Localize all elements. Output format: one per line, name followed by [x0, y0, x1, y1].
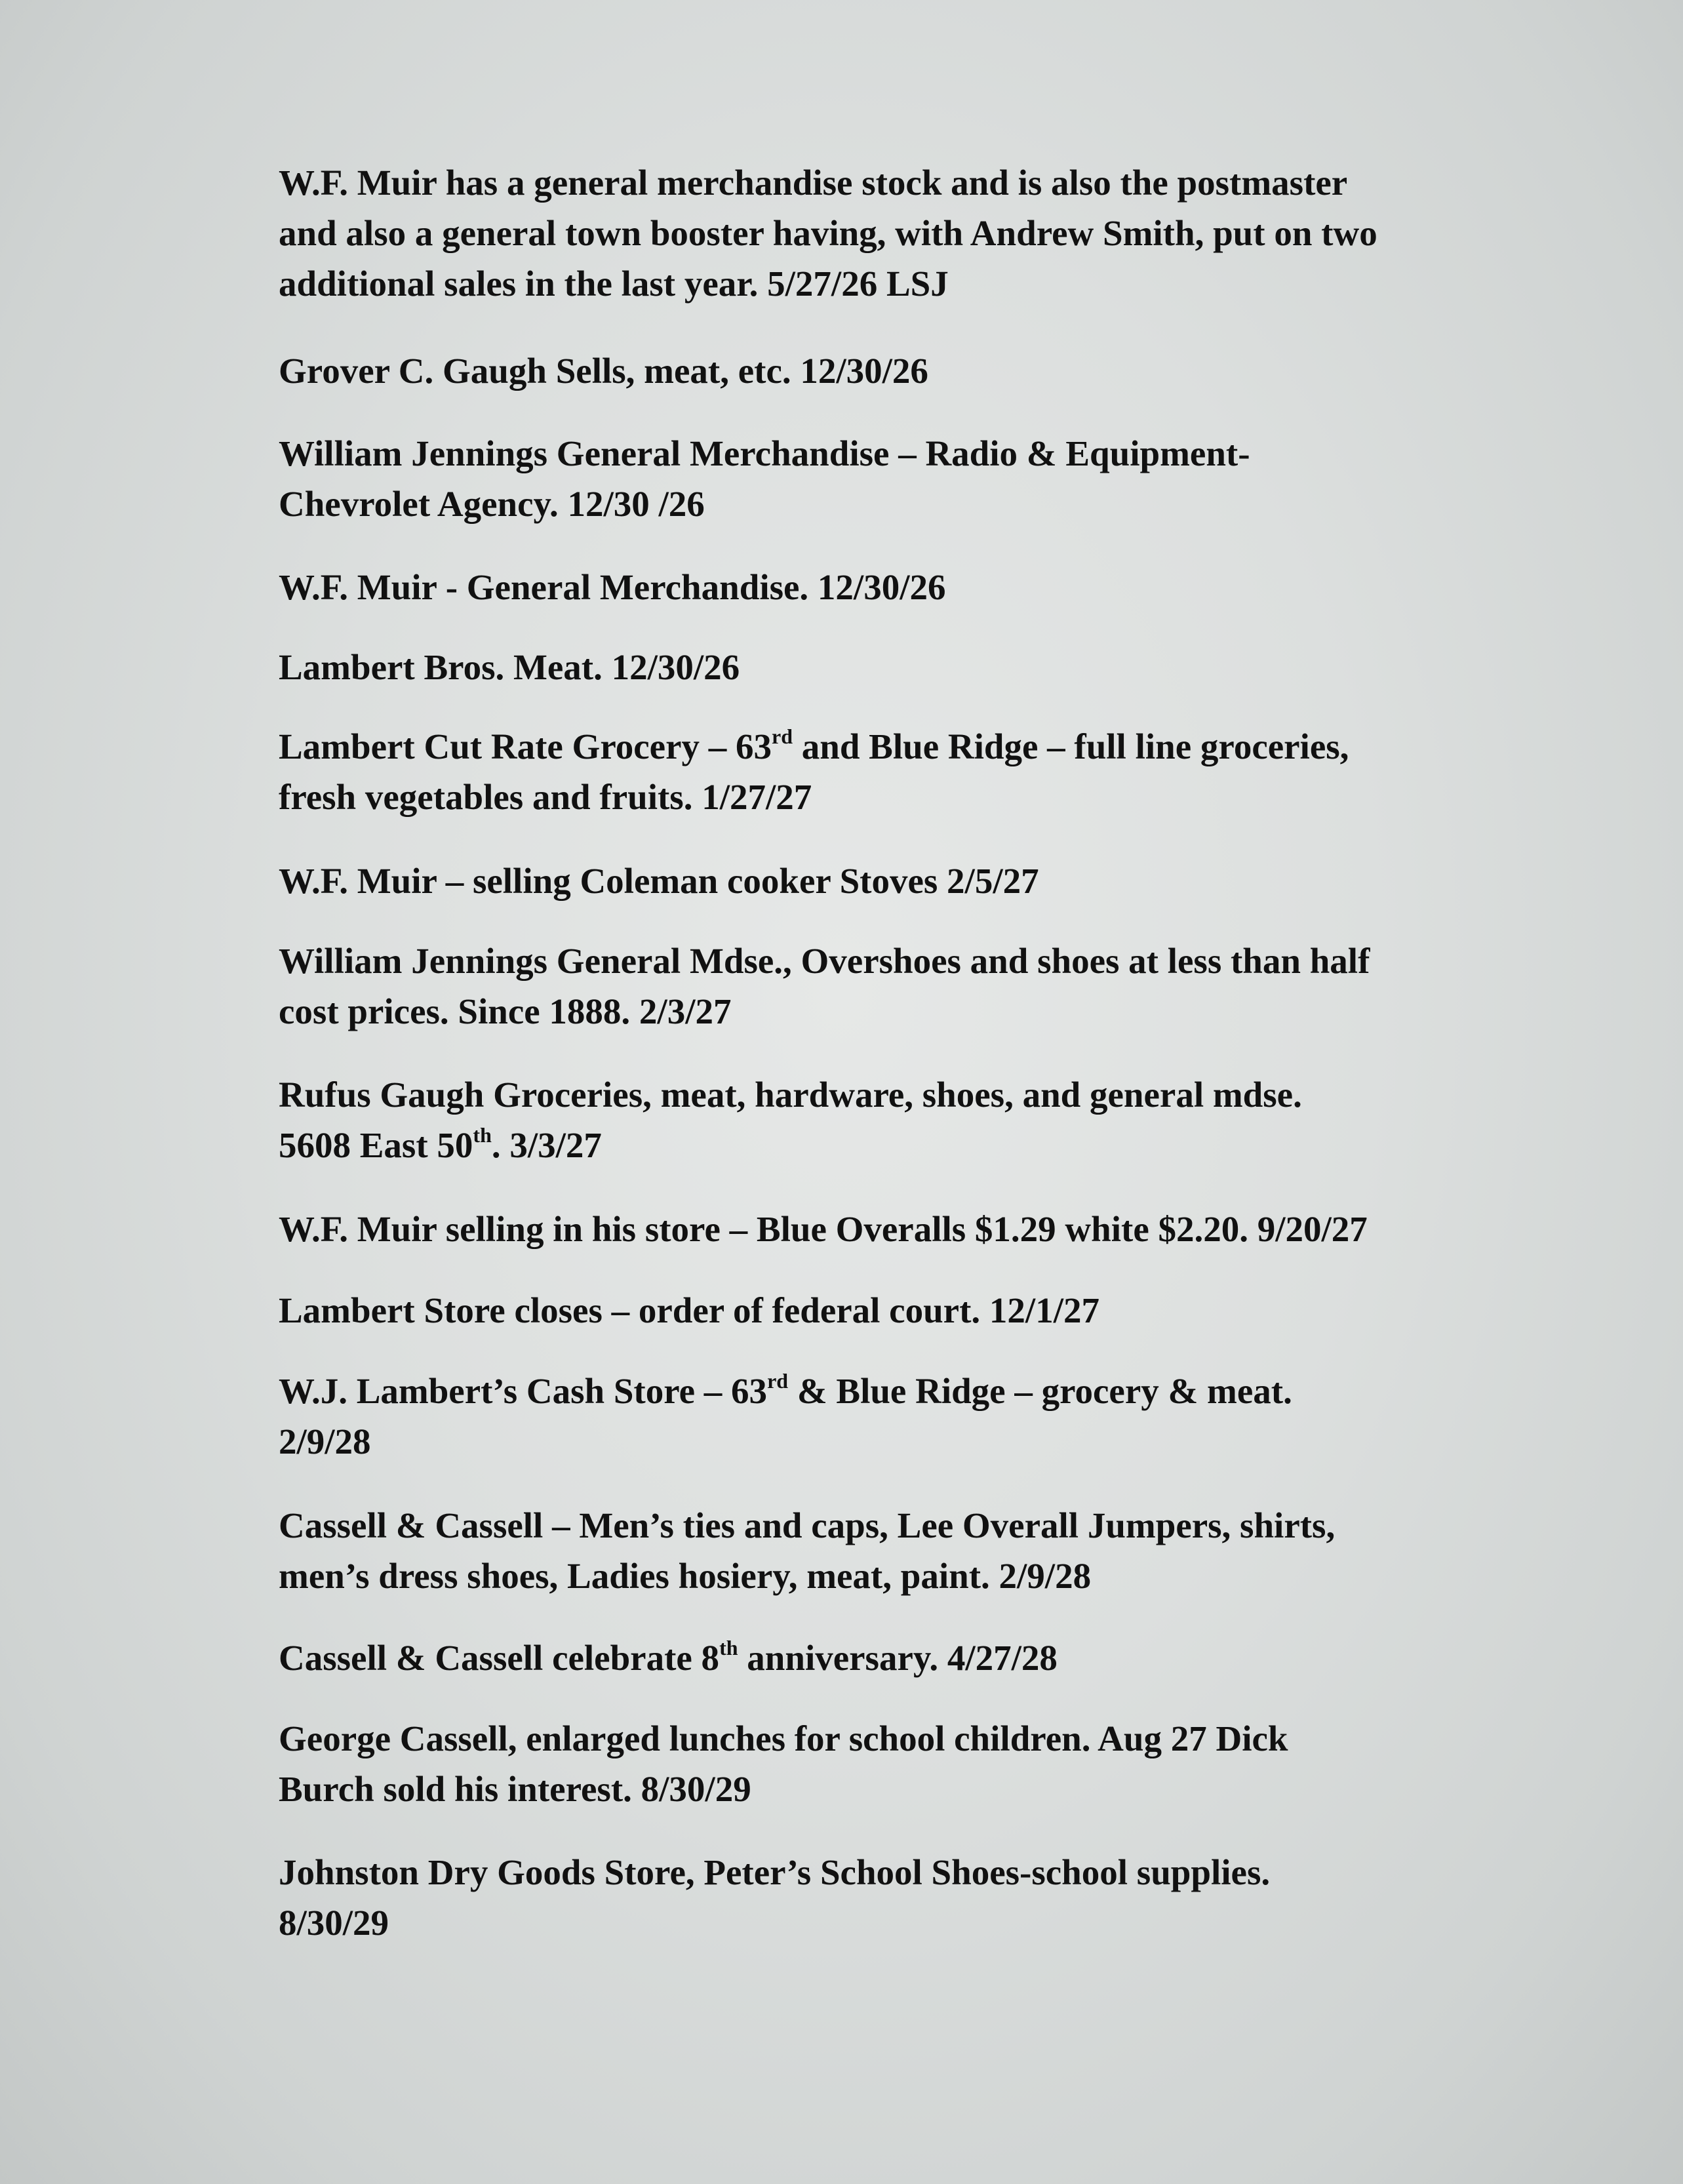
entry-cassell-ties — [279, 1500, 1524, 1601]
entry-text: 5608 East 50 — [279, 1125, 473, 1165]
entry-jennings-shoes — [279, 936, 1524, 1037]
entry-line — [279, 1366, 1524, 1416]
entry-line: Johnston Dry Goods Store, Peter’s School Shoes-school supplies. — [279, 1852, 1271, 1892]
entry-line — [279, 1633, 1524, 1683]
entry-cassell-anniversary — [279, 1633, 1524, 1683]
entry-line — [279, 1120, 1524, 1170]
entry-text: Lambert Cut Rate Grocery – 63 — [279, 726, 772, 766]
entry-line: W.F. Muir - General Merchandise. 12/30/26 — [279, 567, 946, 607]
entry-line: Rufus Gaugh Groceries, meat, hardware, shoes, and general mdse. — [279, 1075, 1302, 1115]
entry-jennings-radio — [279, 428, 1524, 529]
entry-line: George Cassell, enlarged lunches for school children. Aug 27 Dick — [279, 1718, 1288, 1758]
entry-muir-merchandise — [279, 157, 1524, 309]
entry-text: anniversary. 4/27/28 — [738, 1638, 1058, 1678]
entry-line: Grover C. Gaugh Sells, meat, etc. 12/30/26 — [279, 351, 928, 391]
ordinal-suffix: th — [719, 1635, 738, 1659]
entry-lambert-closes — [279, 1285, 1524, 1336]
entry-line: 8/30/29 — [279, 1903, 389, 1943]
entry-muir-overalls — [279, 1204, 1524, 1254]
entry-wj-lambert — [279, 1366, 1524, 1467]
entry-lambert-cut-rate — [279, 721, 1524, 822]
entry-george-cassell — [279, 1713, 1524, 1814]
entry-line: Lambert Bros. Meat. 12/30/26 — [279, 647, 740, 687]
entry-line: W.F. Muir – selling Coleman cooker Stoves 2/5/27 — [279, 861, 1039, 901]
entry-line: Chevrolet Agency. 12/30 /26 — [279, 484, 705, 524]
entry-text: & Blue Ridge – grocery & meat. — [788, 1371, 1292, 1411]
entry-grover-gaugh — [279, 346, 1524, 396]
ordinal-suffix: rd — [771, 724, 793, 748]
entry-rufus-gaugh — [279, 1069, 1524, 1170]
entry-line: William Jennings General Mdse., Overshoes and shoes at less than half — [279, 941, 1370, 981]
entry-line: 2/9/28 — [279, 1421, 371, 1461]
entry-text: . 3/3/27 — [491, 1125, 602, 1165]
entry-line: Lambert Store closes – order of federal court. 12/1/27 — [279, 1290, 1099, 1330]
entry-line: fresh vegetables and fruits. 1/27/27 — [279, 777, 812, 817]
entry-muir-general — [279, 562, 1524, 612]
entry-line: W.F. Muir selling in his store – Blue Overalls $1.29 white $2.20. 9/20/27 — [279, 1209, 1368, 1249]
entry-line: William Jennings General Merchandise – Radio & Equipment- — [279, 433, 1250, 473]
entry-line: Burch sold his interest. 8/30/29 — [279, 1769, 751, 1809]
entry-line — [279, 721, 1524, 772]
entry-text: W.J. Lambert’s Cash Store – 63 — [279, 1371, 768, 1411]
entry-line: Cassell & Cassell – Men’s ties and caps, Lee Overall Jumpers, shirts, — [279, 1505, 1336, 1545]
entry-line: cost prices. Since 1888. 2/3/27 — [279, 991, 732, 1031]
entry-text: and Blue Ridge – full line groceries, — [792, 726, 1349, 766]
entry-johnston-dry-goods — [279, 1847, 1524, 1948]
ordinal-suffix: th — [473, 1122, 492, 1147]
entry-line: W.F. Muir has a general merchandise stock and is also the postmaster — [279, 163, 1348, 203]
entry-text: Cassell & Cassell celebrate 8 — [279, 1638, 720, 1678]
entry-muir-stoves — [279, 856, 1524, 906]
ordinal-suffix: rd — [767, 1368, 789, 1393]
entry-line: and also a general town booster having, with Andrew Smith, put on two — [279, 213, 1377, 253]
entry-lambert-bros — [279, 642, 1524, 692]
entry-line: additional sales in the last year. 5/27/26 LSJ — [279, 264, 949, 304]
entry-line: men’s dress shoes, Ladies hosiery, meat, paint. 2/9/28 — [279, 1556, 1092, 1596]
